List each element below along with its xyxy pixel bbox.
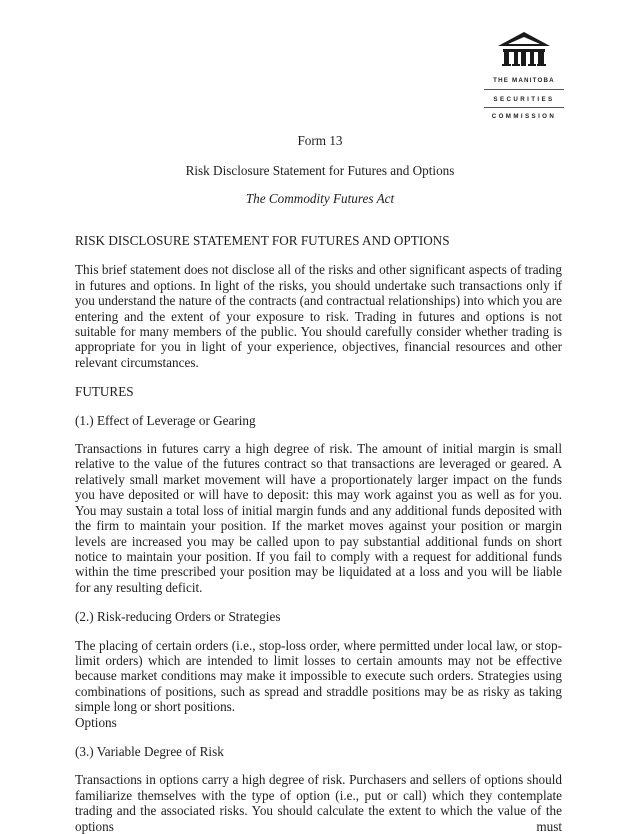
section-title: (1.) Effect of Leverage or Gearing bbox=[75, 412, 256, 428]
logo-text-line-2: SECURITIES bbox=[493, 96, 555, 103]
logo-text-line-1: THE MANITOBA bbox=[493, 77, 555, 84]
options-heading: Options bbox=[75, 714, 117, 730]
intro-paragraph: This brief statement does not disclose all of the risks and other significant aspects of trading in futures and options. In light of the risks, you should undertake such transactions only if you understand the nature of the contracts (and contractual relationships) into which you are entering and the extent of your exposure to risk. Trading in futures and options is not suitable for many members of the public. You should carefully consider whether trading is appropriate for you in light of your experience, objectives, financial resources and other relevant circumstances. bbox=[75, 262, 562, 370]
logo-divider bbox=[484, 107, 564, 108]
section-body: Transactions in futures carry a high degree of risk. The amount of initial margin is small relative to the value of the futures contract so that transactions are leveraged or geared. A relatively small market movement will have a proportionately larger impact on the funds you have deposited or will have to deposit: this may work against you as well as for you. You may sustain a total loss of initial margin funds and any additional funds deposited with the firm to maintain your position. If the market moves against your position or margin levels are increased you may be called upon to pay substantial additional funds on short notice to maintain your position. If you fail to comply with a request for additional funds within the time prescribed your position may be liquidated at a loss and you will be liable for any resulting deficit. bbox=[75, 441, 562, 595]
section-body: The placing of certain orders (i.e., stop-loss order, where permitted under local law, or stop-limit orders) which are intended to limit losses to certain amounts may not be effective because market conditions may make it impossible to execute such orders. Strategies using combinations of positions, such as spread and straddle positions may be as risky as taking simple long or short positions. bbox=[75, 637, 562, 715]
futures-heading: FUTURES bbox=[75, 384, 134, 400]
main-heading: RISK DISCLOSURE STATEMENT FOR FUTURES AND OPTIONS bbox=[75, 233, 450, 248]
form-number: Form 13 bbox=[297, 133, 343, 148]
act-name: The Commodity Futures Act bbox=[245, 191, 395, 206]
form-title: Risk Disclosure Statement for Futures and Options bbox=[185, 163, 455, 178]
commission-logo bbox=[474, 30, 574, 120]
section-title: (3.) Variable Degree of Risk bbox=[75, 743, 224, 759]
building-columns-icon bbox=[496, 30, 552, 72]
logo-divider bbox=[484, 89, 564, 90]
section-title: (2.) Risk-reducing Orders or Strategies bbox=[75, 609, 281, 625]
section-body: Transactions in options carry a high degree of risk. Purchasers and sellers of options should familiarize themselves with the type of option (i.e., put or call) which they contemplate trading and the associated risks. You should calculate the extent to which the value of the options must bbox=[75, 772, 562, 834]
logo-text-line-3: COMMISSION bbox=[491, 113, 557, 120]
document-body bbox=[75, 233, 562, 834]
